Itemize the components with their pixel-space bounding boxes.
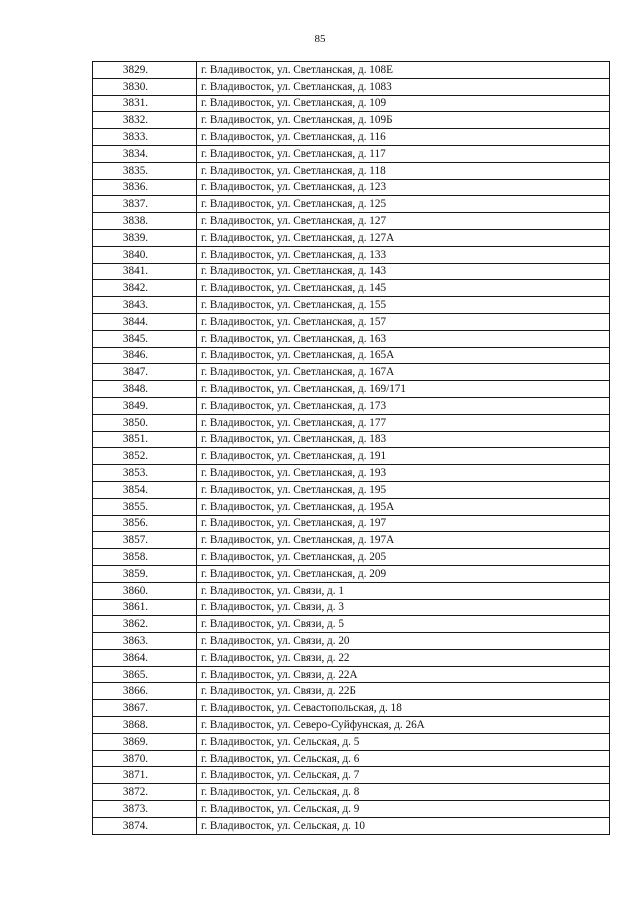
table-row [93,112,610,129]
row-number-cell: 3865. [93,666,197,683]
address-cell: г. Владивосток, ул. Связи, д. 22А [197,666,610,683]
row-number-cell: 3860. [93,582,197,599]
address-cell: г. Владивосток, ул. Светланская, д. 1083 [197,78,610,95]
table-row [93,599,610,616]
row-number-cell: 3830. [93,78,197,95]
row-number-cell: 3866. [93,683,197,700]
table-row [93,515,610,532]
row-number-cell: 3851. [93,431,197,448]
table-row [93,649,610,666]
row-number-cell: 3841. [93,263,197,280]
table-row [93,532,610,549]
row-number-cell: 3845. [93,330,197,347]
table-row [93,229,610,246]
address-cell: г. Владивосток, ул. Светланская, д. 193 [197,465,610,482]
row-number-cell: 3854. [93,481,197,498]
address-cell: г. Владивосток, ул. Сельская, д. 6 [197,750,610,767]
row-number-cell: 3869. [93,733,197,750]
page-number: 85 [314,33,326,45]
table-row [93,246,610,263]
table-row [93,700,610,717]
row-number-cell: 3850. [93,414,197,431]
table-row [93,784,610,801]
row-number-cell: 3852. [93,448,197,465]
table-row [93,313,610,330]
address-cell: г. Владивосток, ул. Сельская, д. 10 [197,817,610,834]
row-number-cell: 3864. [93,649,197,666]
table-row [93,213,610,230]
row-number-cell: 3842. [93,280,197,297]
row-number-cell: 3837. [93,196,197,213]
row-number-cell: 3863. [93,633,197,650]
address-cell: г. Владивосток, ул. Светланская, д. 127 [197,213,610,230]
row-number-cell: 3839. [93,229,197,246]
row-number-cell: 3870. [93,750,197,767]
row-number-cell: 3871. [93,767,197,784]
row-number-cell: 3846. [93,347,197,364]
address-cell: г. Владивосток, ул. Связи, д. 5 [197,616,610,633]
address-cell: г. Владивосток, ул. Светланская, д. 125 [197,196,610,213]
address-cell: г. Владивосток, ул. Связи, д. 1 [197,582,610,599]
address-table-body [93,62,610,835]
row-number-cell: 3849. [93,397,197,414]
table-row [93,817,610,834]
address-cell: г. Владивосток, ул. Светланская, д. 205 [197,549,610,566]
row-number-cell: 3859. [93,565,197,582]
table-row [93,498,610,515]
address-cell: г. Владивосток, ул. Светланская, д. 183 [197,431,610,448]
address-cell: г. Владивосток, ул. Светланская, д. 177 [197,414,610,431]
row-number-cell: 3873. [93,801,197,818]
address-cell: г. Владивосток, ул. Светланская, д. 155 [197,297,610,314]
row-number-cell: 3848. [93,381,197,398]
table-row [93,801,610,818]
address-cell: г. Владивосток, ул. Светланская, д. 197 [197,515,610,532]
address-cell: г. Владивосток, ул. Связи, д. 20 [197,633,610,650]
table-row [93,549,610,566]
table-row [93,431,610,448]
address-cell: г. Владивосток, ул. Северо-Суйфунская, д. 26А [197,717,610,734]
address-cell: г. Владивосток, ул. Светланская, д. 209 [197,565,610,582]
table-row [93,633,610,650]
address-cell: г. Владивосток, ул. Светланская, д. 195 [197,481,610,498]
address-cell: г. Владивосток, ул. Светланская, д. 173 [197,397,610,414]
row-number-cell: 3829. [93,62,197,79]
address-cell: г. Владивосток, ул. Светланская, д. 127А [197,229,610,246]
table-row [93,347,610,364]
address-cell: г. Владивосток, ул. Светланская, д. 108Е [197,62,610,79]
row-number-cell: 3867. [93,700,197,717]
table-row [93,364,610,381]
table-row [93,465,610,482]
table-row [93,263,610,280]
table-row [93,179,610,196]
table-row [93,196,610,213]
address-cell: г. Владивосток, ул. Связи, д. 22Б [197,683,610,700]
row-number-cell: 3831. [93,95,197,112]
address-cell: г. Владивосток, ул. Сельская, д. 7 [197,767,610,784]
table-row [93,397,610,414]
table-row [93,129,610,146]
address-cell: г. Владивосток, ул. Светланская, д. 167А [197,364,610,381]
row-number-cell: 3836. [93,179,197,196]
table-row [93,414,610,431]
address-cell: г. Владивосток, ул. Светланская, д. 118 [197,162,610,179]
address-cell: г. Владивосток, ул. Связи, д. 3 [197,599,610,616]
address-cell: г. Владивосток, ул. Севастопольская, д. 18 [197,700,610,717]
table-row [93,767,610,784]
address-cell: г. Владивосток, ул. Сельская, д. 5 [197,733,610,750]
row-number-cell: 3855. [93,498,197,515]
table-row [93,733,610,750]
row-number-cell: 3834. [93,145,197,162]
table-row [93,145,610,162]
row-number-cell: 3861. [93,599,197,616]
row-number-cell: 3858. [93,549,197,566]
row-number-cell: 3838. [93,213,197,230]
row-number-cell: 3833. [93,129,197,146]
table-row [93,750,610,767]
address-table [92,61,610,835]
table-row [93,717,610,734]
address-cell: г. Владивосток, ул. Светланская, д. 163 [197,330,610,347]
table-row [93,448,610,465]
table-row [93,616,610,633]
table-row [93,297,610,314]
table-row [93,481,610,498]
address-cell: г. Владивосток, ул. Сельская, д. 8 [197,784,610,801]
table-row [93,62,610,79]
address-cell: г. Владивосток, ул. Светланская, д. 169/171 [197,381,610,398]
address-cell: г. Владивосток, ул. Светланская, д. 191 [197,448,610,465]
row-number-cell: 3840. [93,246,197,263]
row-number-cell: 3843. [93,297,197,314]
address-cell: г. Владивосток, ул. Светланская, д. 133 [197,246,610,263]
table-row [93,683,610,700]
row-number-cell: 3847. [93,364,197,381]
address-cell: г. Владивосток, ул. Светланская, д. 123 [197,179,610,196]
table-row [93,582,610,599]
row-number-cell: 3853. [93,465,197,482]
table-row [93,95,610,112]
table-row [93,565,610,582]
address-cell: г. Владивосток, ул. Светланская, д. 117 [197,145,610,162]
row-number-cell: 3835. [93,162,197,179]
row-number-cell: 3832. [93,112,197,129]
row-number-cell: 3862. [93,616,197,633]
row-number-cell: 3844. [93,313,197,330]
table-row [93,330,610,347]
row-number-cell: 3868. [93,717,197,734]
address-cell: г. Владивосток, ул. Светланская, д. 197А [197,532,610,549]
address-cell: г. Владивосток, ул. Светланская, д. 157 [197,313,610,330]
address-cell: г. Владивосток, ул. Светланская, д. 143 [197,263,610,280]
table-row [93,78,610,95]
row-number-cell: 3856. [93,515,197,532]
table-row [93,666,610,683]
address-cell: г. Владивосток, ул. Светланская, д. 109 [197,95,610,112]
row-number-cell: 3872. [93,784,197,801]
table-row [93,162,610,179]
address-cell: г. Владивосток, ул. Светланская, д. 165А [197,347,610,364]
row-number-cell: 3874. [93,817,197,834]
address-cell: г. Владивосток, ул. Светланская, д. 109Б [197,112,610,129]
address-cell: г. Владивосток, ул. Светланская, д. 145 [197,280,610,297]
row-number-cell: 3857. [93,532,197,549]
address-cell: г. Владивосток, ул. Сельская, д. 9 [197,801,610,818]
address-cell: г. Владивосток, ул. Светланская, д. 116 [197,129,610,146]
table-row [93,280,610,297]
address-cell: г. Владивосток, ул. Светланская, д. 195А [197,498,610,515]
address-cell: г. Владивосток, ул. Связи, д. 22 [197,649,610,666]
table-row [93,381,610,398]
